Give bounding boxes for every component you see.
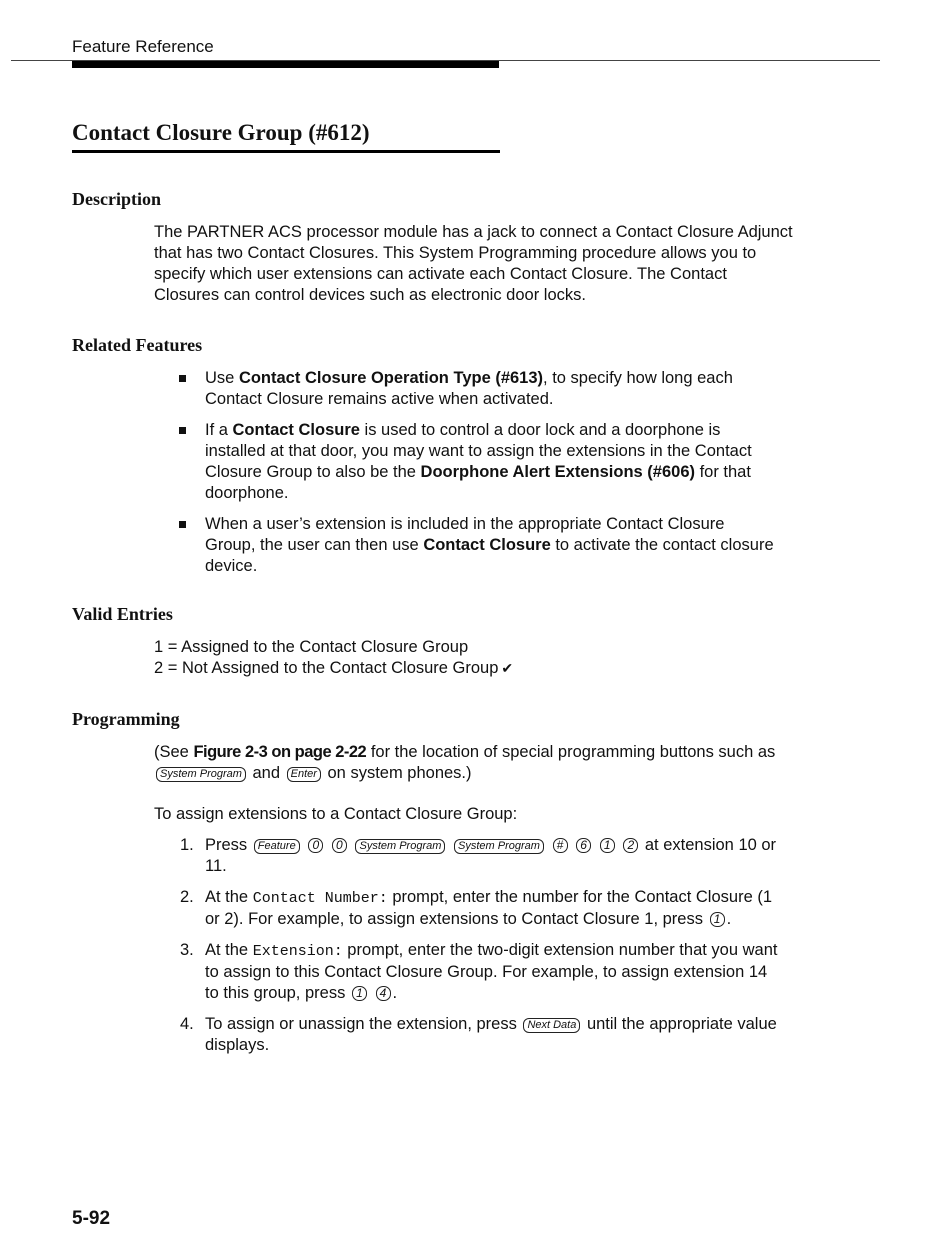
- valid-entry: 2 = Not Assigned to the Contact Closure Group ✔: [154, 659, 514, 677]
- system-program-key: System Program: [454, 839, 544, 854]
- list-item: 3. At the Extension: prompt, enter the two-digit extension number that you want to assign to this Contact Closure Group. For example, to assign extension 14 to this group, press 1 4 .: [180, 941, 778, 1002]
- procedure-steps: [180, 835, 780, 1066]
- bullet-square-icon: [179, 427, 186, 434]
- digit-1-key: 1: [352, 986, 367, 1001]
- figure-reference: Figure 2-3 on page 2-22: [193, 743, 367, 761]
- list-item: Use Contact Closure Operation Type (#613), to specify how long each Contact Closure remains active when activated.: [179, 368, 779, 410]
- digit-4-key: 4: [376, 986, 391, 1001]
- page-number: 5-92: [72, 1208, 111, 1229]
- feature-key: Feature: [254, 839, 300, 854]
- page-title: Contact Closure Group (#612): [72, 120, 370, 145]
- list-item: 1. Press Feature 0 0 System Program System Program # 6 1 2 at extension 10 or 11.: [180, 836, 777, 875]
- display-prompt: Extension:: [252, 943, 343, 960]
- next-data-key: Next Data: [523, 1018, 580, 1033]
- procedure-intro: To assign extensions to a Contact Closure Group:: [154, 805, 518, 823]
- description-heading: Description: [72, 189, 161, 209]
- programming-note: (See Figure 2-3 on page 2-22 for the location of special programming buttons such as System Program and Enter on system phones.): [154, 743, 776, 782]
- digit-6-key: 6: [576, 838, 591, 853]
- description-text: The PARTNER ACS processor module has a jack to connect a Contact Closure Adjunct that has two Contact Closures. This System Programming procedure allows you to specify which user extensions can activate each Contact Closure. The Contact Closures can control devices such as electronic door locks.: [154, 223, 793, 304]
- header-bar: [72, 61, 499, 68]
- feature-reference: Contact Closure: [423, 536, 551, 554]
- title-rule: [72, 150, 500, 153]
- enter-key: Enter: [287, 767, 321, 782]
- digit-0-key: 0: [308, 838, 323, 853]
- programming-heading: Programming: [72, 709, 180, 729]
- bullet-square-icon: [179, 521, 186, 528]
- digit-2-key: 2: [623, 838, 638, 853]
- related-features-heading: Related Features: [72, 335, 203, 355]
- list-item: When a user’s extension is included in the appropriate Contact Closure Group, the user can then use Contact Closure to activate the contact closure device.: [179, 514, 779, 577]
- valid-entries-list: [154, 637, 794, 679]
- running-head: Feature Reference: [72, 37, 214, 56]
- feature-reference: Doorphone Alert Extensions (#606): [420, 463, 695, 481]
- list-item: If a Contact Closure is used to control a door lock and a doorphone is installed at that door, you may want to assign the extensions in the Contact Closure Group to also be the Doorphone Alert Extensions (#606) for that doorphone.: [179, 420, 779, 504]
- default-checkmark-icon: ✔: [501, 660, 514, 676]
- valid-entries-heading: Valid Entries: [72, 604, 173, 624]
- display-prompt: Contact Number:: [252, 890, 388, 907]
- valid-entry: 1 = Assigned to the Contact Closure Group: [154, 638, 469, 656]
- related-features-list: [179, 368, 779, 587]
- hash-key: #: [553, 838, 568, 853]
- feature-reference: Contact Closure: [232, 421, 360, 439]
- list-item: 4. To assign or unassign the extension, press Next Data until the appropriate value displays.: [180, 1015, 777, 1054]
- bullet-square-icon: [179, 375, 186, 382]
- feature-reference: Contact Closure Operation Type (#613): [238, 369, 544, 387]
- system-program-key: System Program: [355, 839, 445, 854]
- digit-1-key: 1: [710, 912, 725, 927]
- digit-1-key: 1: [600, 838, 615, 853]
- digit-0-key: 0: [332, 838, 347, 853]
- system-program-key: System Program: [156, 767, 246, 782]
- list-item: 2. At the Contact Number: prompt, enter the number for the Contact Closure (1 or 2). For example, to assign extensions to Contact Closure 1, press 1 .: [180, 888, 773, 928]
